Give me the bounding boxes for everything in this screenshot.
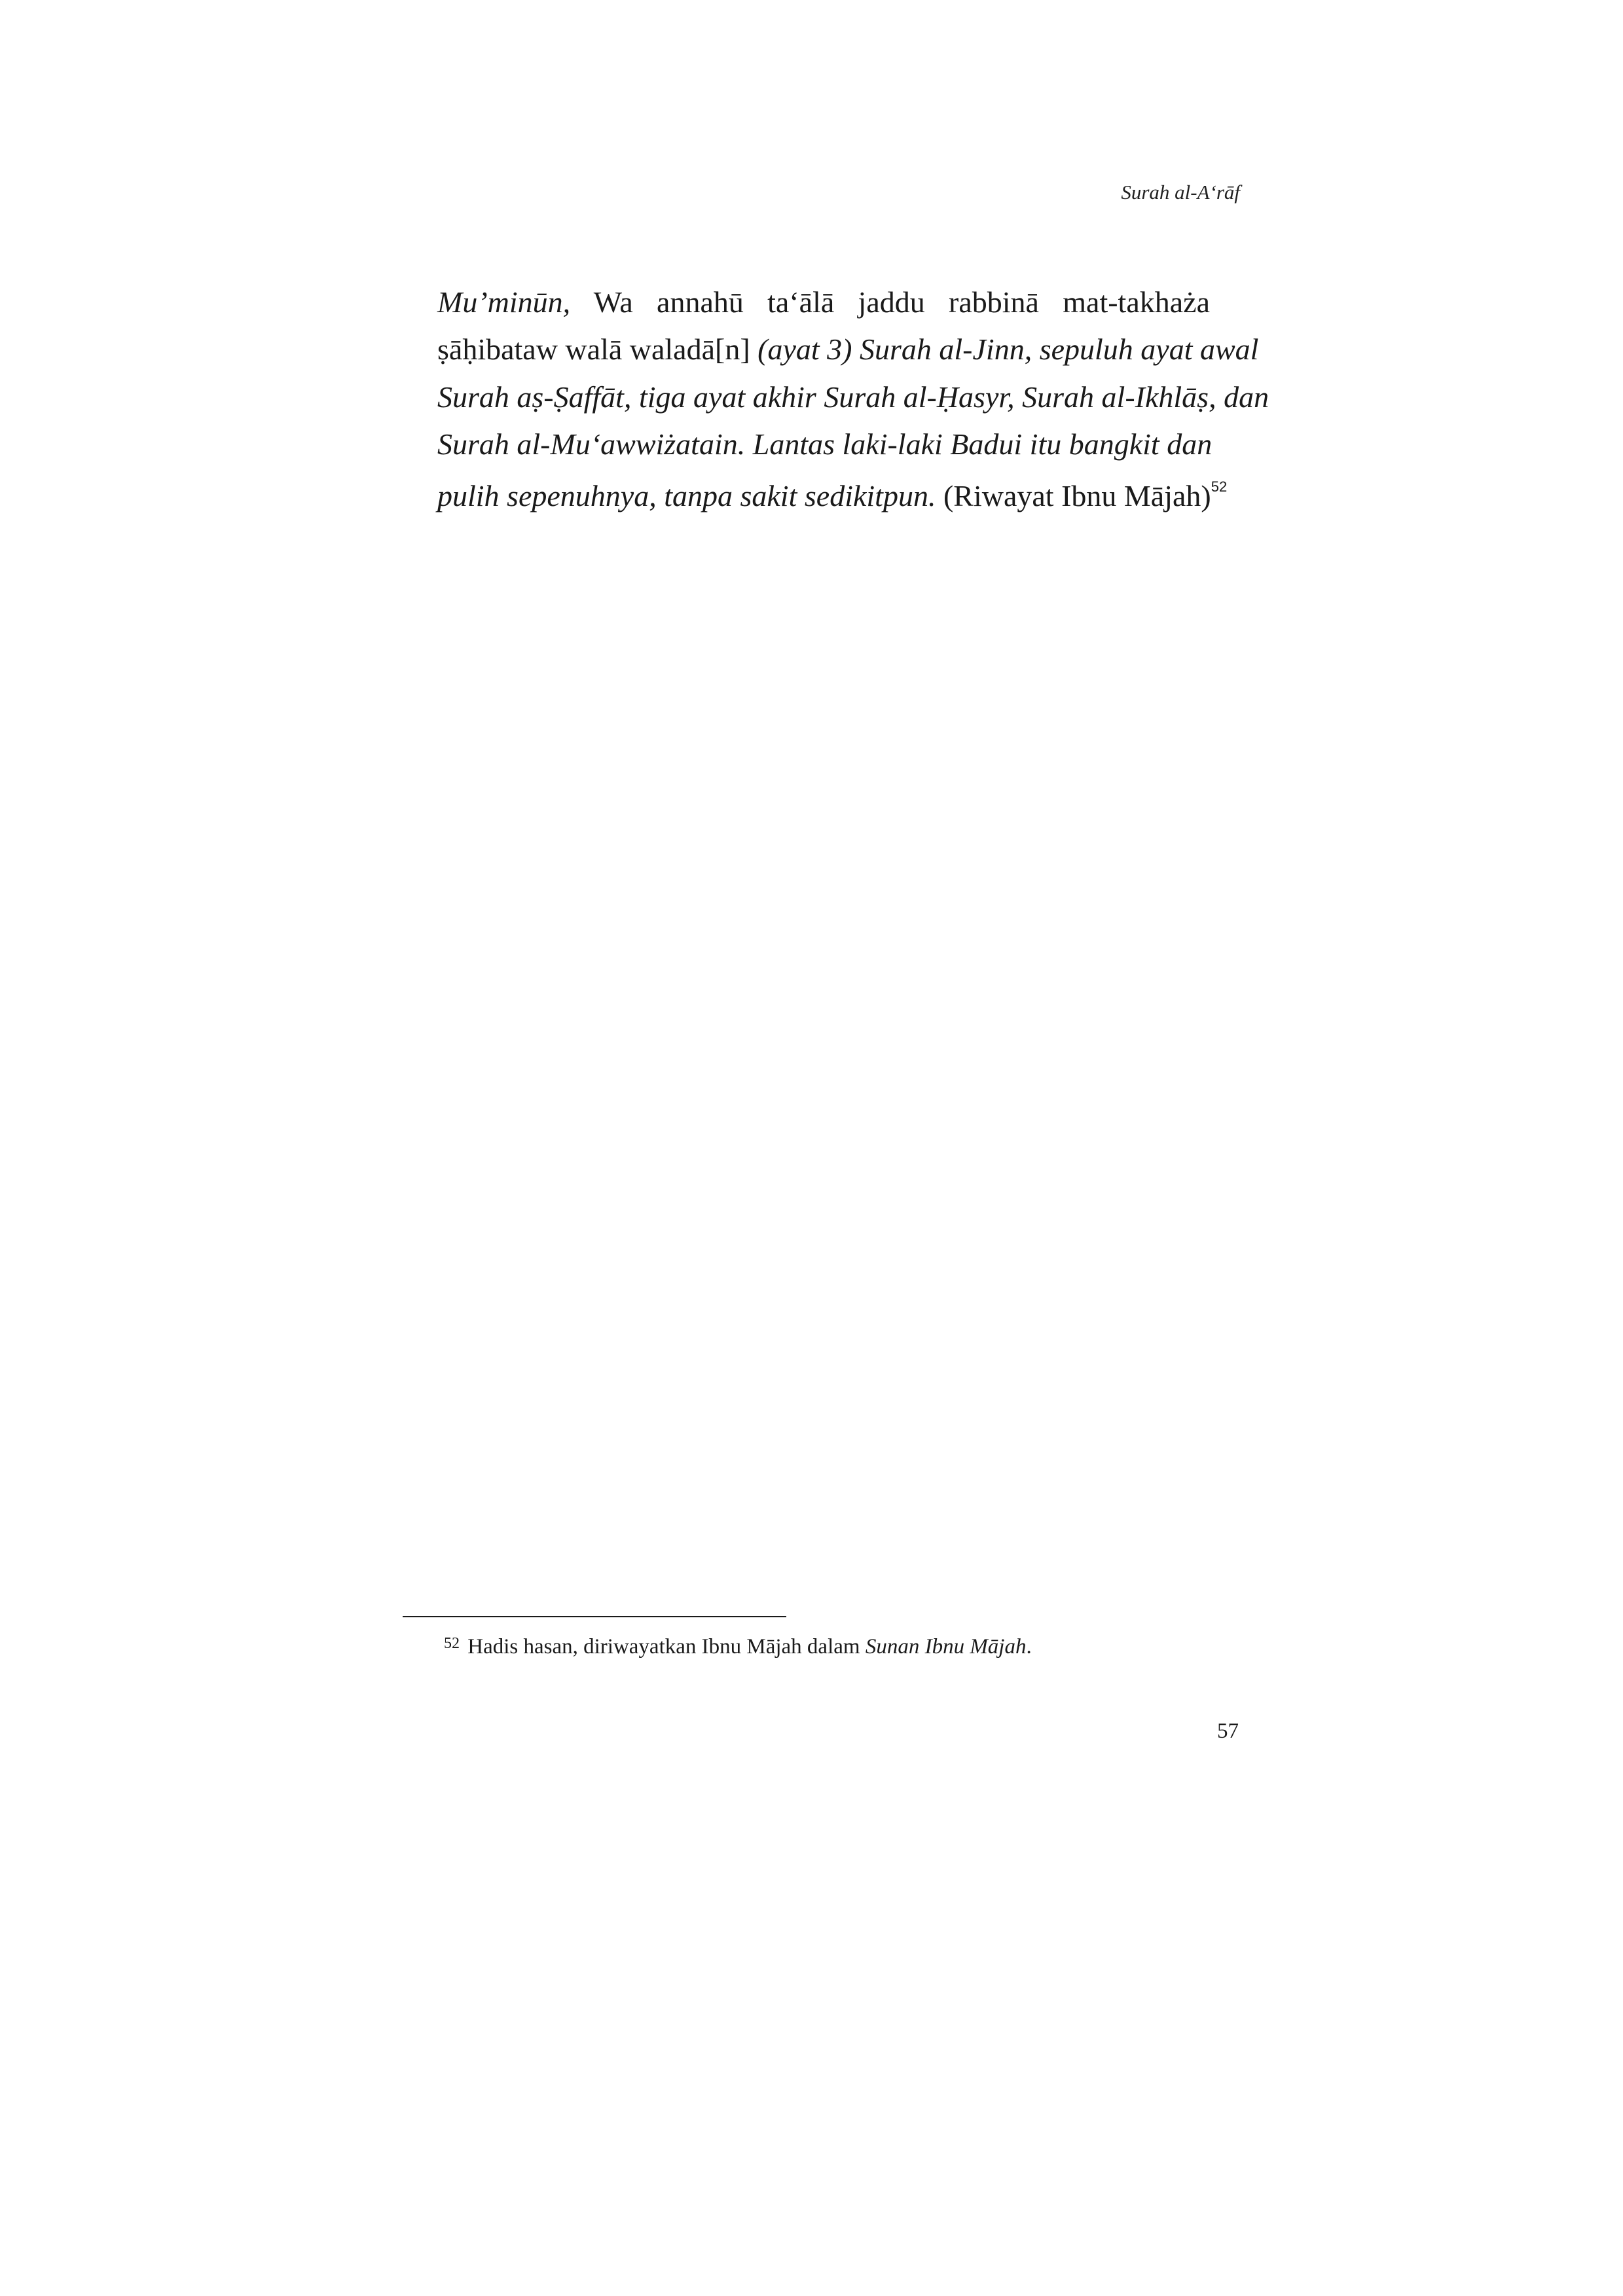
paragraph-line-2: [437, 326, 1259, 373]
footnote-source: Sunan Ibnu Mājah: [865, 1635, 1027, 1659]
text-regular: (Riwayat Ibnu Mājah): [936, 478, 1211, 512]
paragraph-line-3: [437, 374, 1269, 421]
paragraph-line-5: [437, 473, 1228, 520]
text-italic: Surah al-Mu‘awwiżatain. Lantas laki-laki Badui itu bangkit dan: [437, 427, 1213, 461]
page-number: 57: [1217, 1719, 1239, 1743]
text-regular: Wa annahū ta‘ālā jaddu rabbinā mat-takhaża: [570, 285, 1210, 319]
text-italic: pulih sepenuhnya, tanpa sakit sedikitpun.: [437, 478, 936, 512]
footnote-number: 52: [444, 1635, 460, 1652]
footnote-reference[interactable]: 52: [1211, 478, 1228, 495]
paragraph-line-1: [437, 279, 1210, 326]
body-paragraph: [437, 279, 1269, 520]
paragraph-line-4: [437, 421, 1213, 468]
text-italic: Surah aṣ-Ṣaffāt, tiga ayat akhir Surah al-Ḥasyr, Surah al-Ikhlāṣ, dan: [437, 380, 1269, 414]
footnote-separator: [403, 1616, 786, 1617]
footnote: [444, 1635, 1032, 1659]
text-italic: (ayat 3) Surah al-Jinn, sepuluh ayat awal: [757, 332, 1259, 367]
text-italic: Mu’minūn,: [437, 285, 571, 319]
running-header: Surah al-A‘rāf: [1121, 181, 1240, 204]
footnote-end: .: [1026, 1635, 1032, 1659]
text-regular: ṣāḥibataw walā waladā[n]: [437, 332, 758, 367]
footnote-text: Hadis hasan, diriwayatkan Ibnu Mājah dalam: [462, 1635, 866, 1659]
